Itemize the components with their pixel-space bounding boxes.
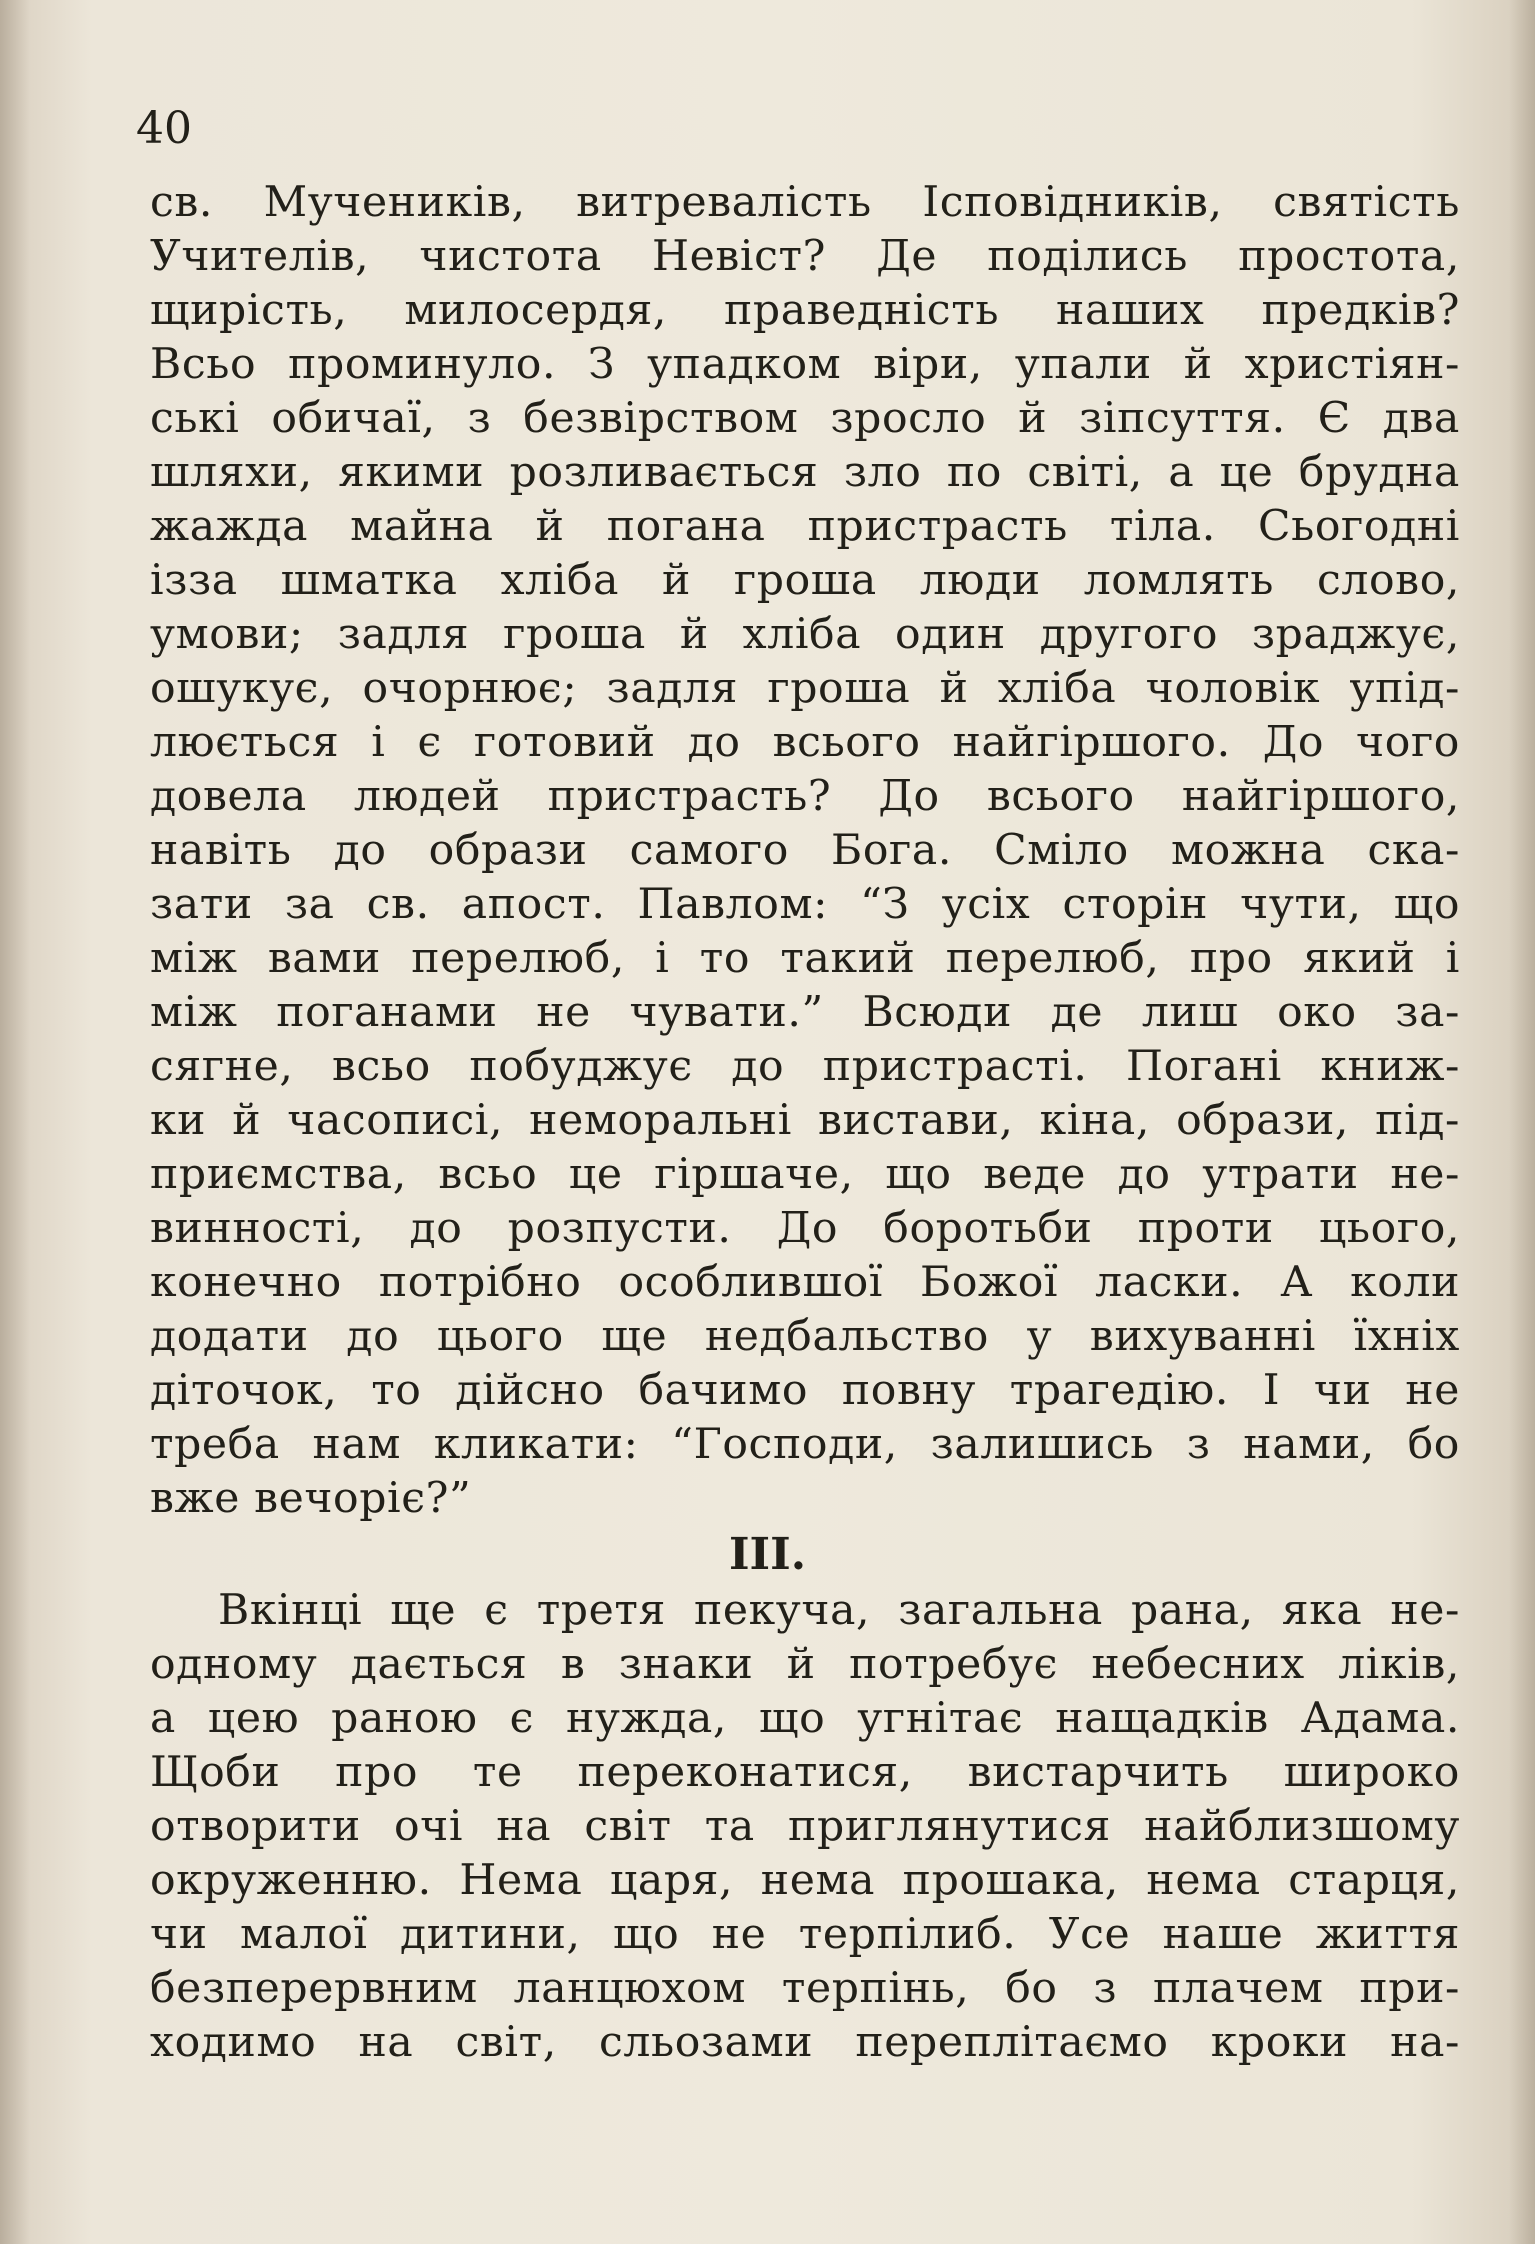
text-line: конечно потрібно особлившої Божої ласки. А коли [150, 1258, 1460, 1307]
text-line: приємства, всьо це гіршаче, що веде до утрати не- [150, 1150, 1460, 1199]
text-line: між вами перелюб, і то такий перелюб, про який і [150, 934, 1460, 983]
text-line: винності, до розпусти. До боротьби проти цього, [150, 1204, 1460, 1253]
text-line: Щоби про те переконатися, вистарчить широко [150, 1748, 1460, 1797]
section-heading: III. [728, 1529, 807, 1580]
text-line: навіть до образи самого Бога. Сміло можна ска- [150, 826, 1460, 875]
text-line: а цею раною є нужда, що угнітає нащадків Адама. [150, 1694, 1460, 1743]
text-line: ки й часописі, неморальні вистави, кіна, образи, під- [150, 1096, 1460, 1145]
text-line: треба нам кликати: “Господи, залишись з нами, бо [150, 1420, 1460, 1469]
text-line: умови; задля гроша й хліба один другого зраджує, [150, 610, 1460, 659]
text-line: Вкінці ще є третя пекуча, загальна рана, яка не- [218, 1586, 1460, 1635]
text-line: одному дається в знаки й потребує небесних ліків, [150, 1640, 1460, 1689]
text-line: ходимо на світ, сльозами переплітаємо кроки на- [150, 2018, 1460, 2067]
text-line: ошукує, очорнює; задля гроша й хліба чоловік упід- [150, 664, 1460, 713]
text-line: окруженню. Нема царя, нема прошака, нема старця, [150, 1856, 1460, 1905]
text-line: св. Мучеників, витревалість Ісповідників, святість [150, 178, 1460, 227]
text-line: чи малої дитини, що не терпілиб. Усе наше життя [150, 1910, 1460, 1959]
text-line: вже вечоріє?” [150, 1474, 472, 1523]
text-line: сягне, всьо побуджує до пристрасті. Погані книж- [150, 1042, 1460, 1091]
text-line: шляхи, якими розливається зло по світі, а це брудна [150, 448, 1460, 497]
text-line: ізза шматка хліба й гроша люди ломлять слово, [150, 556, 1460, 605]
text-line: жажда майна й погана пристрасть тіла. Сьогодні [150, 502, 1460, 551]
text-line: безперервним ланцюхом терпінь, бо з плачем при- [150, 1964, 1460, 2013]
text-line: отворити очі на світ та приглянутися найблизшому [150, 1802, 1460, 1851]
page-left-edge-shadow [0, 0, 30, 2244]
text-line: довела людей пристрасть? До всього найгіршого, [150, 772, 1460, 821]
text-line: додати до цього ще недбальство у вихуванні їхніх [150, 1312, 1460, 1361]
text-line: діточок, то дійсно бачимо повну трагедію. І чи не [150, 1366, 1460, 1415]
text-line: Всьо проминуло. З упадком віри, упали й христіян- [150, 340, 1460, 389]
text-line: зати за св. апост. Павлом: “З усіх сторін чути, що [150, 880, 1460, 929]
text-line: люється і є готовий до всього найгіршого. До чого [150, 718, 1460, 767]
text-line: щирість, милосердя, праведність наших предків? [150, 286, 1460, 335]
page-right-edge-shadow [1509, 0, 1535, 2244]
page-number: 40 [136, 103, 192, 154]
text-line: Учителів, чистота Невіст? Де поділись простота, [150, 232, 1460, 281]
text-line: ські обичаї, з безвірством зросло й зіпсуття. Є два [150, 394, 1460, 443]
text-line: між поганами не чувати.” Всюди де лиш око за- [150, 988, 1460, 1037]
